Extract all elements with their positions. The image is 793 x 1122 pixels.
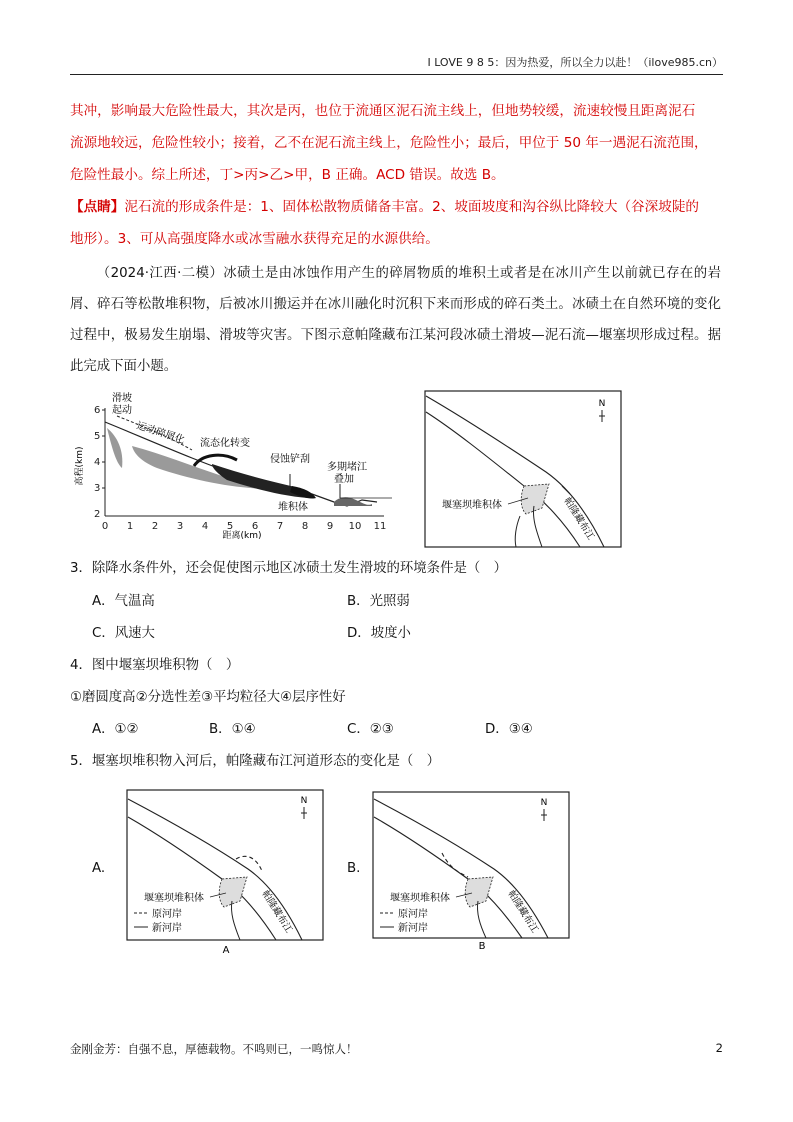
north-label: N — [598, 399, 606, 409]
q4-option-a[interactable]: A．①② — [92, 722, 139, 737]
north-arrow-icon — [599, 410, 605, 422]
legend-old-bank: 原河岸 — [398, 909, 428, 920]
y-tick: 3 — [94, 483, 101, 494]
page-footer — [70, 1041, 723, 1057]
x-tick: 0 — [101, 521, 109, 532]
deposit-dark — [290, 486, 316, 499]
y-ticks — [94, 405, 100, 520]
x-tick: 5 — [226, 521, 234, 532]
legend-new-bank: 新河岸 — [152, 923, 182, 934]
q3-option-d[interactable]: D．坡度小 — [347, 626, 411, 641]
legend-new-bank: 新河岸 — [398, 923, 428, 934]
x-tick: 7 — [276, 521, 284, 532]
map-river-label: 帕隆藏布江 — [505, 888, 540, 935]
tip-tag: 【点睛】 — [70, 199, 125, 215]
x-tick: 11 — [373, 521, 387, 532]
question-stem: （2024·江西·二模）冰碛土是由冰蚀作用产生的碎屑物质的堆积土或者是在冰川产生以前就已存在的岩屑、碎石等松散堆积物，后被冰川搬运并在冰川融化时沉积下来而形成的碎石类土。冰碛土在自然环境的变化过程中，极易发生崩塌、滑坡等灾害。下图示意帕隆藏布江某河段冰碛土滑坡—泥石流—堰塞坝形成过程。据此完成下面小题。 — [70, 266, 721, 374]
dam-deposit — [334, 497, 372, 506]
q5-map-a[interactable] — [126, 789, 324, 959]
q5-option-b[interactable]: B. — [347, 861, 361, 876]
north-label: N — [540, 798, 548, 808]
map-dam-label: 堰塞坝堆积体 — [442, 500, 502, 511]
y-tick: 4 — [94, 457, 101, 468]
label-fluidization: 流态化转变 — [200, 438, 250, 449]
q4-option-d[interactable]: D．③④ — [485, 722, 533, 737]
landslide-body — [107, 428, 122, 468]
x-tick: 10 — [348, 521, 362, 532]
landslide-profile-figure — [72, 388, 392, 540]
tip-line-1: 泥石流的形成条件是：1、固体松散物质储备丰富。2、坡面坡度和沟谷纵比降较大（谷深坡陡的 — [124, 199, 700, 215]
q5-stem: 5．堰塞坝堆积物入河后，帕隆藏布江河道形态的变化是（ ） — [70, 754, 441, 769]
q5-map-b[interactable] — [372, 791, 570, 953]
q3-stem: 3．除降水条件外，还会促使图示地区冰碛土发生滑坡的环境条件是（ ） — [70, 561, 508, 576]
y-tick: 6 — [94, 405, 101, 416]
x-tick: 2 — [151, 521, 159, 532]
answer-line-3: 危险性最小。综上所述，丁>丙>乙>甲，B 正确。ACD 错误。故选 B。 — [70, 167, 505, 183]
map-a-caption: A — [222, 945, 230, 956]
label-fragmentation: 运动碎屑化 — [135, 420, 187, 447]
legend-dam: 堰塞坝堆积体 — [144, 893, 204, 904]
north-arrow-icon — [301, 807, 307, 819]
page-number: 2 — [715, 1041, 723, 1055]
map-b-caption: B — [478, 941, 486, 952]
q4-option-c[interactable]: C．②③ — [347, 722, 394, 737]
tip-line-2: 地形）。3、可从高强度降水或冰雪融水获得充足的水源供给。 — [70, 231, 439, 247]
map-river-label: 帕隆藏布江 — [259, 888, 294, 935]
x-tick: 3 — [176, 521, 184, 532]
legend-dam: 堰塞坝堆积体 — [390, 893, 450, 904]
y-tick: 2 — [94, 509, 101, 520]
q4-option-b[interactable]: B．①④ — [209, 722, 256, 737]
q4-stem: 4．图中堰塞坝堆积物（ ） — [70, 658, 240, 673]
q4-items: ①磨圆度高②分选性差③平均粒径大④层序性好 — [70, 690, 346, 705]
label-block-2: 叠加 — [334, 474, 354, 485]
north-arrow-icon — [541, 809, 547, 821]
q3-option-a[interactable]: A．气温高 — [92, 594, 155, 609]
x-tick: 6 — [251, 521, 259, 532]
answer-line-1: 其冲，影响最大危险性最大，其次是丙，也位于流通区泥石流主线上，但地势较缓，流速较慢且距离泥石 — [70, 103, 696, 119]
label-deposit: 堆积体 — [278, 502, 308, 513]
tip-paragraph — [70, 191, 721, 223]
footer-motto: 金刚金芳：自强不息，厚德载物。不鸣则已，一鸣惊人！ — [70, 1042, 358, 1056]
q3-option-b[interactable]: B．光照弱 — [347, 594, 410, 609]
x-tick: 8 — [301, 521, 309, 532]
label-erosion: 侵蚀铲刮 — [270, 454, 310, 465]
y-tick: 5 — [94, 431, 101, 442]
x-axis-label: 距离(km) — [222, 531, 262, 540]
x-tick: 4 — [201, 521, 209, 532]
answer-line-2: 流源地较远，危险性较小；接着，乙不在泥石流主线上，危险性小；最后，甲位于 50 年一遇泥石流范围， — [70, 135, 708, 151]
header-text: I LOVE 9 8 5：因为热爱，所以全力以赴！（ilove985.cn） — [427, 56, 723, 69]
label-block-1: 多期堵江 — [327, 462, 367, 473]
q3-option-c[interactable]: C．风速大 — [92, 626, 155, 641]
label-slide-start-2: 起动 — [112, 405, 132, 416]
x-tick: 9 — [326, 521, 334, 532]
y-axis-label: 高程(km) — [75, 446, 85, 486]
label-slide-start-1: 滑坡 — [112, 393, 132, 404]
x-tick: 1 — [126, 521, 134, 532]
page-header — [70, 54, 723, 75]
north-label: N — [300, 796, 308, 806]
map-river-label: 帕隆藏布江 — [561, 495, 596, 542]
q5-option-a[interactable]: A. — [92, 861, 106, 876]
dam-map-figure — [424, 390, 622, 548]
legend-old-bank: 原河岸 — [152, 909, 182, 920]
answer-explanation — [70, 95, 721, 255]
